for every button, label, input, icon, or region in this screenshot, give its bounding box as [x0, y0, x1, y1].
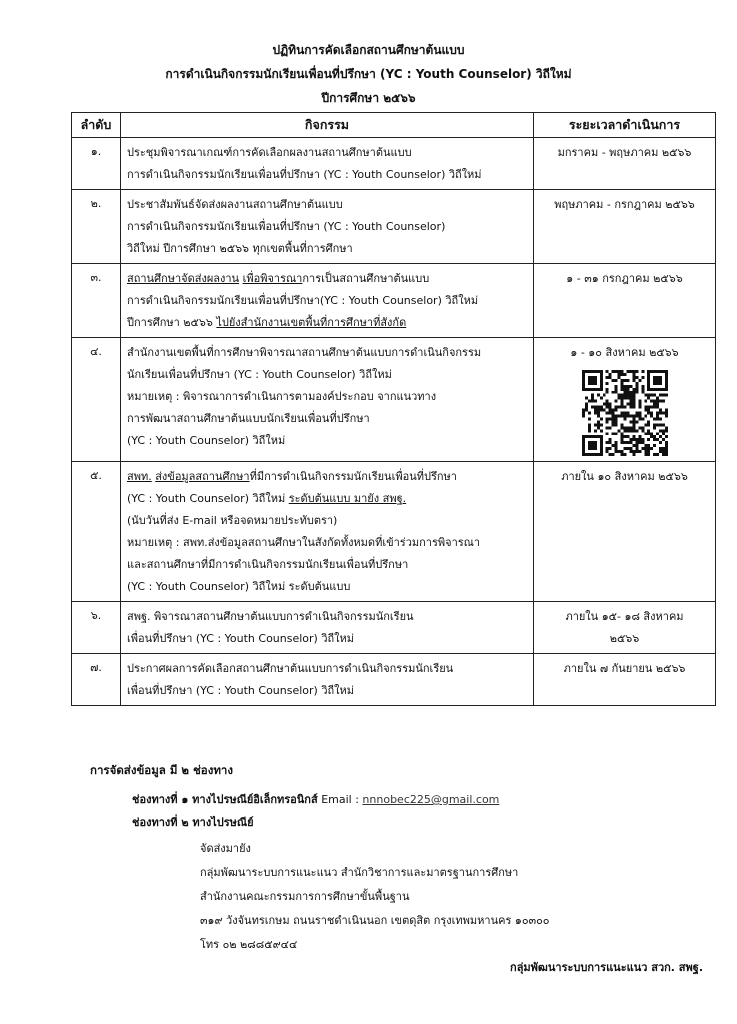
activity-line: หมายเหตุ : สพท.ส่งข้อมูลสถานศึกษาในสังกัดทั้งหมดที่เข้าร่วมการพิจารณา: [127, 536, 481, 549]
activity-line: ประชาสัมพันธ์จัดส่งผลงานสถานศึกษาต้นแบบ: [127, 198, 343, 211]
period-text: มกราคม - พฤษภาคม ๒๕๖๖: [557, 146, 692, 159]
document-title-line-3: ปีการศึกษา ๒๕๖๖: [321, 91, 416, 105]
activity-cell: [121, 138, 534, 190]
activity-line: (นับวันที่ส่ง E-mail หรือจดหมายประทับตรา): [127, 514, 338, 527]
period-cell: [534, 462, 716, 602]
email-prefix: Email :: [321, 793, 359, 806]
activity-cell: [121, 654, 534, 706]
table-row: [72, 462, 716, 602]
address-line: สำนักงานคณะกรรมการการศึกษาขั้นพื้นฐาน: [200, 890, 410, 903]
address-line: กลุ่มพัฒนาระบบการแนะแนว สำนักวิชาการและมาตรฐานการศึกษา: [200, 866, 519, 879]
document-title-line-1: ปฏิทินการคัดเลือกสถานศึกษาต้นแบบ: [272, 43, 465, 57]
period-text: ๒๕๖๖: [609, 632, 640, 645]
channel-2-label: ช่องทางที่ ๒ ทางไปรษณีย์: [132, 816, 254, 829]
channel-1-label: ช่องทางที่ ๑ ทางไปรษณีย์อิเล็กทรอนิกส์: [132, 793, 318, 806]
underlined-text: สถานศึกษาจัดส่งผลงาน: [127, 272, 240, 285]
period-cell: [534, 138, 716, 190]
activity-cell: [121, 602, 534, 654]
activity-cell: [121, 338, 534, 462]
period-cell: [534, 190, 716, 264]
activity-line: สำนักงานเขตพื้นที่การศึกษาพิจารณาสถานศึกษาต้นแบบการดำเนินกิจกรรม: [127, 346, 482, 359]
activity-line: การดำเนินกิจกรรมนักเรียนเพื่อนที่ปรึกษา (YC : Youth Counselor) วิถีใหม่: [127, 168, 482, 181]
activity-line: เพื่อนที่ปรึกษา (YC : Youth Counselor) วิถีใหม่: [127, 684, 355, 697]
delivery-heading: การจัดส่งข้อมูล มี ๒ ช่องทาง: [90, 763, 233, 777]
period-cell: [534, 654, 716, 706]
activity-cell: [121, 462, 534, 602]
table-row: [72, 264, 716, 338]
period-cell: [534, 338, 716, 462]
signature-text: กลุ่มพัฒนาระบบการแนะแนว สวก. สพฐ.: [510, 961, 703, 974]
table-row: [72, 338, 716, 462]
email-link[interactable]: nnnobec225@gmail.com: [362, 793, 500, 806]
activity-text: (YC : Youth Counselor) วิถีใหม่: [127, 492, 286, 505]
column-header-order: ลำดับ: [72, 113, 121, 138]
column-header-activity: กิจกรรม: [121, 113, 534, 138]
activity-line: การดำเนินกิจกรรมนักเรียนเพื่อนที่ปรึกษา (YC : Youth Counselor): [127, 220, 446, 233]
row-number: ๒.: [72, 190, 121, 264]
period-text: ๑ - ๓๑ กรกฎาคม ๒๕๖๖: [566, 272, 683, 285]
activity-line: การดำเนินกิจกรรมนักเรียนเพื่อนที่ปรึกษา(YC : Youth Counselor) วิถีใหม่: [127, 294, 479, 307]
delivery-channel-1: [132, 790, 499, 810]
activity-text: ที่มีการดำเนินกิจกรรมนักเรียนเพื่อนที่ปรึกษา: [249, 470, 457, 483]
underlined-text: ไปยังสำนักงานเขตพื้นที่การศึกษาที่สังกัด: [216, 316, 407, 329]
period-cell: [534, 264, 716, 338]
period-text: ๑ - ๑๐ สิงหาคม ๒๕๖๖: [570, 346, 679, 359]
activity-line: (YC : Youth Counselor) วิถีใหม่: [127, 434, 286, 447]
activity-cell: [121, 190, 534, 264]
document-title-line-2: การดำเนินกิจกรรมนักเรียนเพื่อนที่ปรึกษา (YC : Youth Counselor) วิถีใหม่: [165, 67, 572, 81]
address-line: โทร ๐๒ ๒๘๘๕๙๔๔: [200, 938, 298, 951]
underlined-text: ส่งข้อมูลสถานศึกษา: [155, 470, 250, 483]
row-number: ๓.: [72, 264, 121, 338]
row-number: ๖.: [72, 602, 121, 654]
activity-text: การเป็นสถานศึกษาต้นแบบ: [302, 272, 430, 285]
activity-line: วิถีใหม่ ปีการศึกษา ๒๕๖๖ ทุกเขตพื้นที่การศึกษา: [127, 242, 353, 255]
underlined-text: ระดับต้นแบบ มายัง สพฐ.: [288, 492, 407, 505]
table-row: [72, 602, 716, 654]
activity-line: ประกาศผลการคัดเลือกสถานศึกษาต้นแบบการดำเนินกิจกรรมนักเรียน: [127, 662, 454, 675]
activity-line: สพฐ. พิจารณาสถานศึกษาต้นแบบการดำเนินกิจกรรมนักเรียน: [127, 610, 414, 623]
activity-line: การพัฒนาสถานศึกษาต้นแบบนักเรียนเพื่อนที่ปรึกษา: [127, 412, 370, 425]
activity-line: และสถานศึกษาที่มีการดำเนินกิจกรรมนักเรียนเพื่อนที่ปรึกษา: [127, 558, 409, 571]
activity-line: (YC : Youth Counselor) วิถีใหม่ ระดับต้นแบบ: [127, 580, 351, 593]
row-number: ๗.: [72, 654, 121, 706]
underlined-text: เพื่อพิจารณา: [242, 272, 303, 285]
activity-line: [127, 488, 527, 510]
row-number: ๑.: [72, 138, 121, 190]
activity-cell: [121, 264, 534, 338]
activity-line: ประชุมพิจารณาเกณฑ์การคัดเลือกผลงานสถานศึกษาต้นแบบ: [127, 146, 412, 159]
period-text: พฤษภาคม - กรกฎาคม ๒๕๖๖: [554, 198, 695, 211]
row-number: ๕.: [72, 462, 121, 602]
activity-line: หมายเหตุ : พิจารณาการดำเนินการตามองค์ประกอบ จากแนวทาง: [127, 390, 437, 403]
activity-line: [127, 268, 527, 290]
qr-code-icon[interactable]: [582, 370, 668, 456]
schedule-table: [71, 112, 716, 706]
period-text: ภายใน ๑๐ สิงหาคม ๒๕๖๖: [561, 470, 688, 483]
underlined-text: สพท.: [127, 470, 152, 483]
table-header-row: [72, 113, 716, 138]
period-text: ภายใน ๗ กันยายน ๒๕๖๖: [563, 662, 686, 675]
activity-text: ปีการศึกษา ๒๕๖๖: [127, 316, 213, 329]
activity-line: เพื่อนที่ปรึกษา (YC : Youth Counselor) วิถีใหม่: [127, 632, 355, 645]
address-line: ๓๑๙ วังจันทรเกษม ถนนราชดำเนินนอก เขตดุสิต กรุงเทพมหานคร ๑๐๓๐๐: [200, 914, 550, 927]
table-row: [72, 138, 716, 190]
activity-line: [127, 312, 527, 334]
table-row: [72, 654, 716, 706]
column-header-period: ระยะเวลาดำเนินการ: [534, 113, 716, 138]
row-number: ๔.: [72, 338, 121, 462]
activity-line: นักเรียนเพื่อนที่ปรึกษา (YC : Youth Counselor) วิถีใหม่: [127, 368, 392, 381]
period-cell: [534, 602, 716, 654]
table-row: [72, 190, 716, 264]
activity-line: [127, 466, 527, 488]
period-text: ภายใน ๑๕- ๑๘ สิงหาคม: [565, 610, 684, 623]
address-line: จัดส่งมายัง: [200, 842, 251, 855]
delivery-channel-2: [132, 813, 254, 833]
